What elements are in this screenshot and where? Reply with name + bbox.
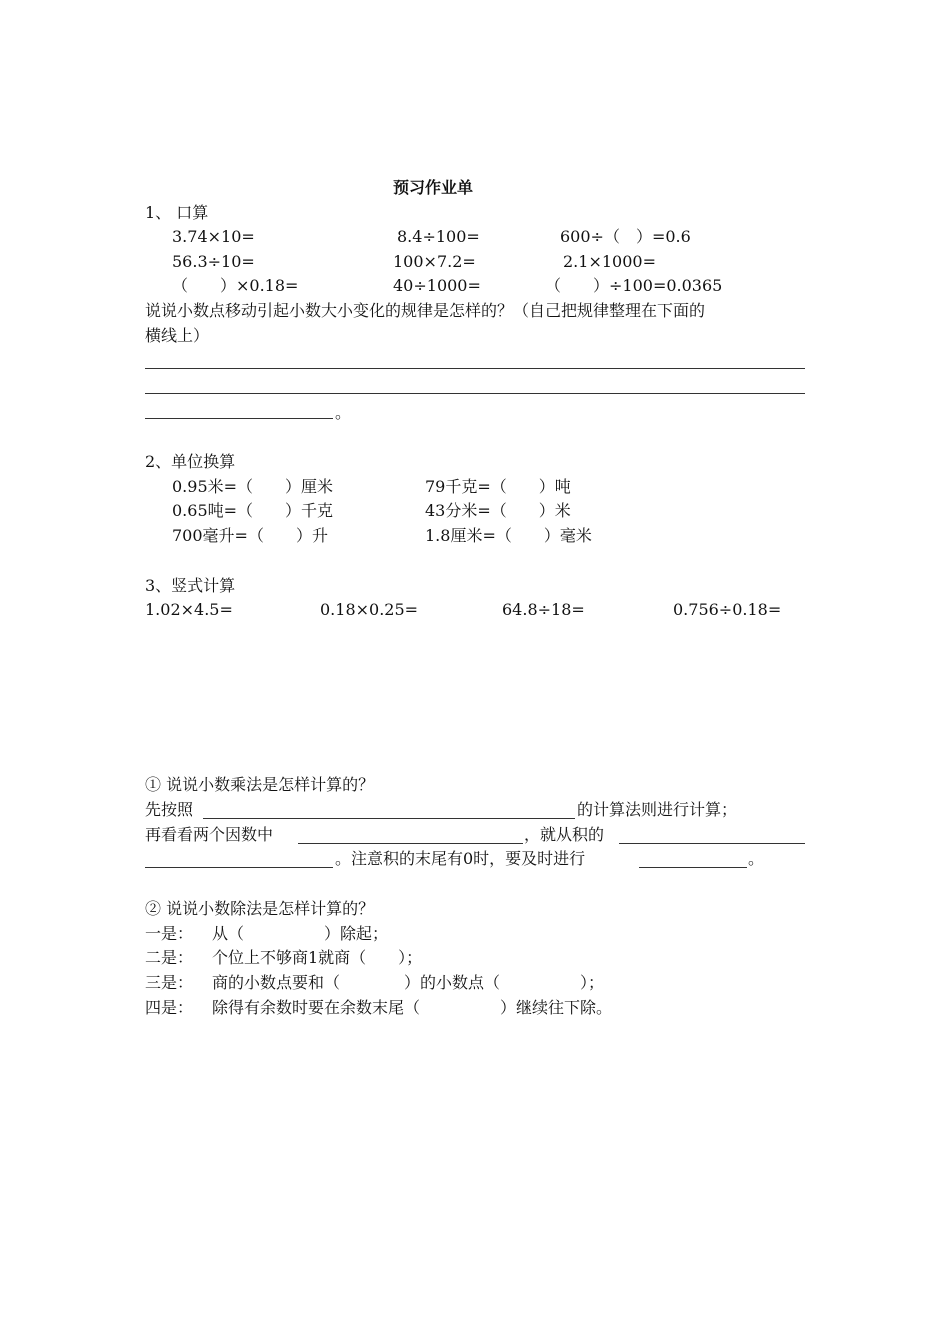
q2-label: 二是： (145, 948, 194, 967)
oral-calc-item: 56.3÷10= (172, 252, 255, 271)
oral-calc-item: （ ）÷100=0.0365 (545, 276, 723, 295)
q1-text: ，就从积的 (524, 825, 605, 844)
oral-calc-item: （ ）×0.18= (172, 276, 299, 295)
section2-heading: 2、单位换算 (145, 452, 236, 471)
q1-text: 先按照 (145, 800, 194, 819)
oral-calc-item: 2.1×1000= (563, 252, 656, 271)
fill-blank[interactable] (619, 843, 805, 844)
oral-calc-item: 3.74×10= (172, 227, 255, 246)
q2-text: 个位上不够商1就商（ ）； (212, 948, 423, 967)
oral-calc-item: 100×7.2= (393, 252, 476, 271)
q1-text: 。注意积的末尾有0时，要及时进行 (335, 849, 586, 868)
q1-text: 再看看两个因数中 (145, 825, 274, 844)
q2-text: 除得有余数时要在余数末尾（ ）继续往下除。 (212, 998, 613, 1017)
vertical-calc-problem: 64.8÷18= (502, 600, 585, 619)
unit-conversion-item: 43分米=（ ）米 (425, 501, 571, 520)
q1-heading: ① 说说小数乘法是怎样计算的？ (145, 775, 375, 794)
question-text: 说说小数点移动引起小数大小变化的规律是怎样的？（自己把规律整理在下面的 (145, 301, 706, 320)
fill-blank[interactable] (639, 867, 747, 868)
question-text: 横线上） (145, 326, 210, 345)
vertical-calc-problem: 1.02×4.5= (145, 600, 233, 619)
oral-calc-item: 40÷1000= (393, 276, 481, 295)
q2-label: 四是： (145, 998, 194, 1017)
section1-heading: 1、 口算 (145, 203, 209, 222)
period-mark: 。 (748, 849, 765, 868)
unit-conversion-item: 1.8厘米=（ ）毫米 (425, 526, 592, 545)
answer-line[interactable] (145, 393, 805, 394)
unit-conversion-item: 700毫升=（ ）升 (172, 526, 328, 545)
answer-line[interactable] (145, 418, 333, 419)
unit-conversion-item: 0.95米=（ ）厘米 (172, 477, 334, 496)
q2-label: 三是： (145, 973, 194, 992)
vertical-calc-problem: 0.756÷0.18= (673, 600, 782, 619)
q1-text: 的计算法则进行计算； (577, 800, 738, 819)
q2-heading: ② 说说小数除法是怎样计算的？ (145, 899, 375, 918)
q2-label: 一是： (145, 924, 194, 943)
section3-heading: 3、竖式计算 (145, 576, 236, 595)
q2-text: 从（ ）除起； (212, 924, 389, 943)
page-title: 预习作业单 (393, 178, 474, 197)
oral-calc-item: 600÷（ ）=0.6 (560, 227, 691, 246)
answer-line[interactable] (145, 368, 805, 369)
period-mark: 。 (335, 403, 352, 422)
fill-blank[interactable] (298, 843, 523, 844)
oral-calc-item: 8.4÷100= (397, 227, 480, 246)
unit-conversion-item: 79千克=（ ）吨 (425, 477, 571, 496)
unit-conversion-item: 0.65吨=（ ）千克 (172, 501, 334, 520)
fill-blank[interactable] (203, 818, 575, 819)
q2-text: 商的小数点要和（ ）的小数点（ ）； (212, 973, 605, 992)
vertical-calc-problem: 0.18×0.25= (320, 600, 419, 619)
fill-blank[interactable] (145, 867, 333, 868)
